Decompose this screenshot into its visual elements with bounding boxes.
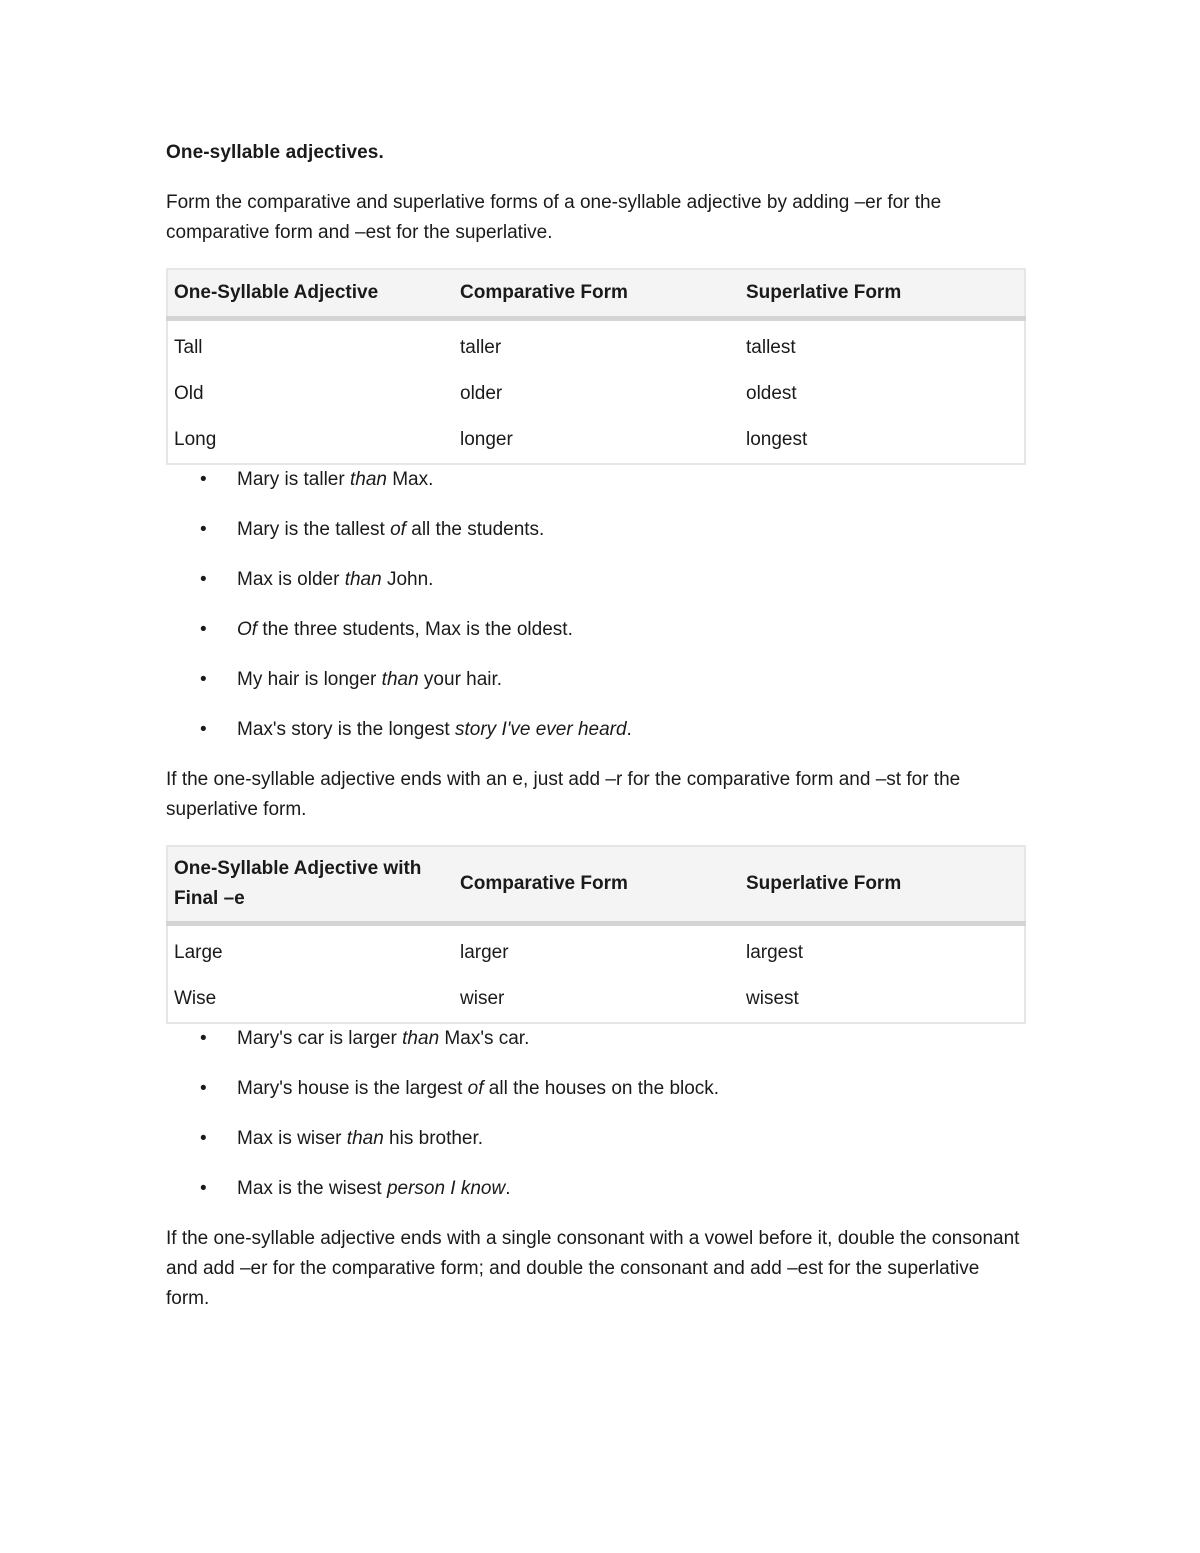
table-header-cell: One-Syllable Adjective: [167, 269, 454, 319]
list-item: • Max is older than John.: [166, 565, 1026, 615]
document-content: [166, 138, 1026, 1334]
bullet-icon: •: [200, 669, 207, 690]
table-row: [167, 976, 1025, 1023]
table-header-cell: Superlative Form: [740, 846, 1025, 924]
list-item: • Of the three students, Max is the oldest.: [166, 615, 1026, 665]
table-cell: wisest: [746, 988, 799, 1009]
list-item: • Mary's house is the largest of all the houses on the block.: [166, 1074, 1026, 1124]
table-cell: Old: [174, 383, 204, 404]
list-item: • Mary is the tallest of all the students.: [166, 515, 1026, 565]
bullet-icon: •: [200, 1078, 207, 1099]
table-row: [167, 319, 1025, 372]
double-consonant-paragraph: If the one-syllable adjective ends with a single consonant with a vowel before it, double the consonant and add –er for the comparative form; and double the consonant and add –est for the superlative form.: [166, 1228, 1020, 1309]
one-syllable-table: [166, 268, 1026, 465]
table-cell: Long: [174, 429, 217, 450]
list-item: • Max's story is the longest story I've ever heard.: [166, 715, 1026, 765]
table-cell: wiser: [460, 988, 505, 1009]
table-cell: tallest: [746, 337, 796, 358]
table-header-row: [167, 846, 1025, 924]
list-item: • Mary is taller than Max.: [166, 465, 1026, 515]
table-row: [167, 417, 1025, 464]
table-row: [167, 371, 1025, 417]
bullet-icon: •: [200, 569, 207, 590]
final-e-paragraph: If the one-syllable adjective ends with an e, just add –r for the comparative form and –st for the superlative form.: [166, 769, 961, 820]
table-header-cell: Comparative Form: [454, 846, 740, 924]
table-cell: oldest: [746, 383, 797, 404]
bullet-icon: •: [200, 469, 207, 490]
table-header-cell: Comparative Form: [454, 269, 740, 319]
table-cell: longest: [746, 429, 808, 450]
table-cell: taller: [460, 337, 502, 358]
bullet-icon: •: [200, 519, 207, 540]
bullet-icon: •: [200, 719, 207, 740]
section-heading: One-syllable adjectives.: [166, 142, 384, 163]
table-cell: largest: [746, 942, 804, 963]
table-header-cell: Superlative Form: [740, 269, 1025, 319]
example-list: [166, 1024, 1026, 1224]
example-list: [166, 465, 1026, 765]
bullet-icon: •: [200, 1028, 207, 1049]
table-row: [167, 924, 1025, 977]
table-cell: Tall: [174, 337, 203, 358]
bullet-icon: •: [200, 1128, 207, 1149]
table-cell: Large: [174, 942, 223, 963]
list-item: • Max is the wisest person I know.: [166, 1174, 1026, 1224]
list-item: • My hair is longer than your hair.: [166, 665, 1026, 715]
table-header-row: [167, 269, 1025, 319]
final-e-table: [166, 845, 1026, 1024]
bullet-icon: •: [200, 1178, 207, 1199]
list-item: • Mary's car is larger than Max's car.: [166, 1024, 1026, 1074]
table-cell: longer: [460, 429, 513, 450]
table-header-cell: One-Syllable Adjective with Final –e: [167, 846, 454, 924]
table-cell: larger: [460, 942, 509, 963]
table-cell: older: [460, 383, 503, 404]
intro-paragraph: Form the comparative and superlative forms of a one-syllable adjective by adding –er for the comparative form and –est for the superlative.: [166, 192, 942, 243]
bullet-icon: •: [200, 619, 207, 640]
list-item: • Max is wiser than his brother.: [166, 1124, 1026, 1174]
table-cell: Wise: [174, 988, 217, 1009]
